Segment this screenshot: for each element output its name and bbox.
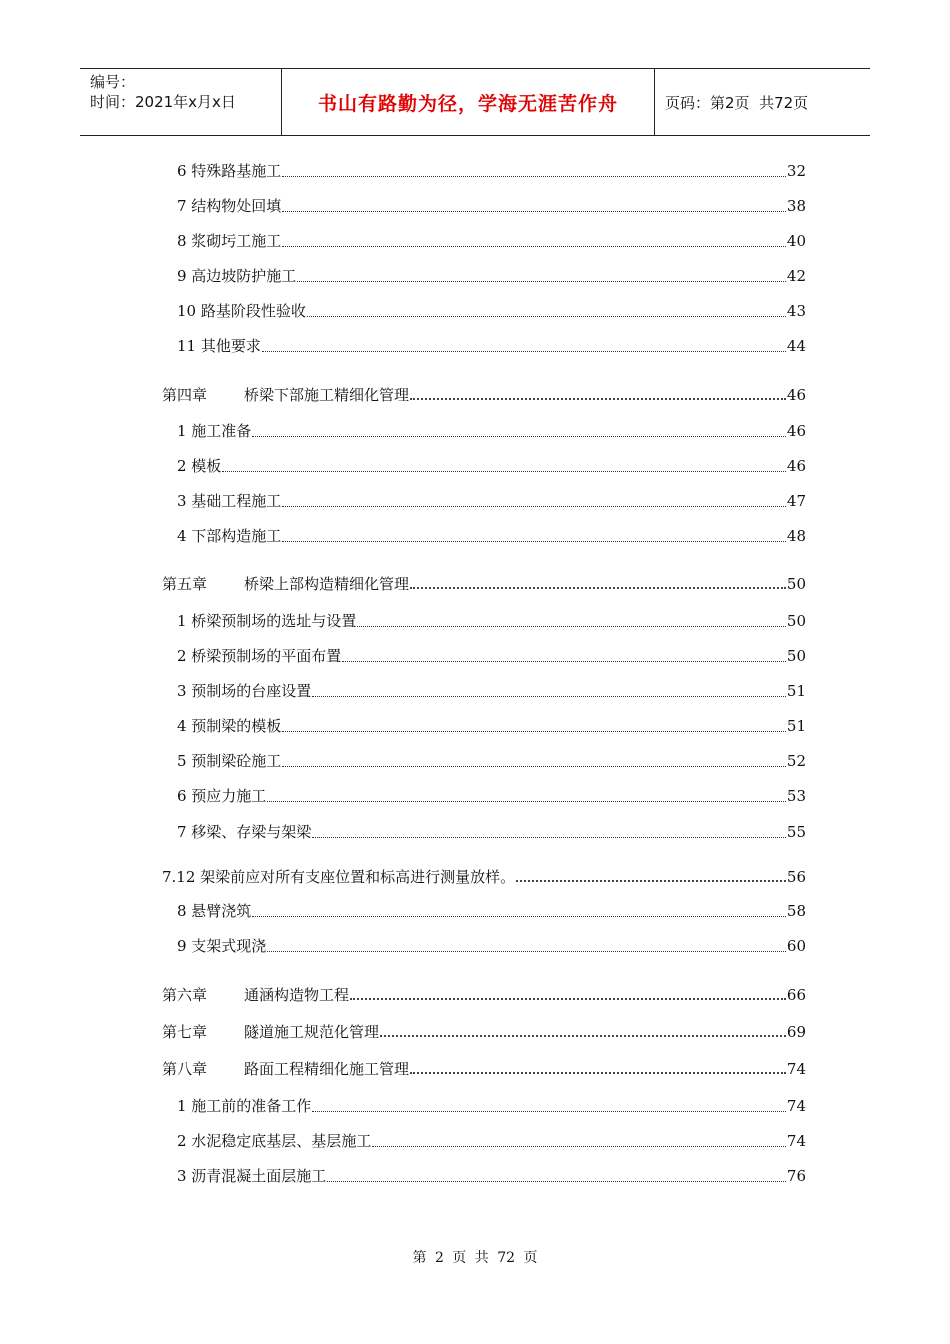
toc-entry[interactable]: [177, 196, 806, 216]
toc-entry-label: 7.12 架梁前应对所有支座位置和标高进行测量放样。: [162, 868, 516, 886]
toc-entry[interactable]: [177, 456, 806, 476]
toc-entry[interactable]: [177, 491, 806, 511]
toc-entry[interactable]: [177, 1166, 806, 1186]
toc-page-number: 47: [786, 492, 806, 510]
toc-chapter-number: 第六章: [162, 986, 208, 1004]
toc-entry-label: 2 桥梁预制场的平面布置: [177, 647, 342, 665]
toc-entry[interactable]: [177, 901, 806, 921]
toc-entry[interactable]: [177, 751, 806, 771]
toc-entry-label: 第八章 路面工程精细化施工管理: [162, 1060, 410, 1078]
header-time-label: 时间：2021年x月x日: [90, 93, 236, 111]
toc-entry[interactable]: [177, 231, 806, 251]
toc-page-number: 58: [786, 902, 806, 920]
toc-dot-leader: [342, 661, 786, 662]
toc-page-number: 48: [786, 527, 806, 545]
toc-entry-label: 6 预应力施工: [177, 787, 267, 805]
toc-page-number: 51: [786, 717, 806, 735]
toc-dot-leader: [282, 211, 786, 212]
toc-dot-leader: [282, 541, 786, 542]
header-page-info: 页码：第2页 共72页: [665, 93, 809, 112]
toc-page-number: 46: [786, 386, 806, 404]
toc-dot-leader: [297, 281, 786, 282]
toc-entry-label: 9 支架式现浇: [177, 937, 267, 955]
toc-dot-leader: [410, 1072, 786, 1074]
toc-entry[interactable]: [177, 822, 806, 842]
toc-page-number: 44: [786, 337, 806, 355]
toc-entry-label: 第五章 桥梁上部构造精细化管理: [162, 575, 410, 593]
toc-entry[interactable]: [177, 266, 806, 286]
toc-entry-label: 7 结构物处回填: [177, 197, 282, 215]
toc-entry-label: 10 路基阶段性验收: [177, 302, 306, 320]
toc-page-number: 55: [786, 823, 806, 841]
toc-dot-leader: [282, 176, 786, 177]
toc-dot-leader: [516, 880, 786, 882]
toc-chapter-number: 第五章: [162, 575, 208, 593]
toc-chapter-entry[interactable]: [162, 867, 806, 887]
toc-page-number: 53: [786, 787, 806, 805]
toc-page-number: 50: [786, 647, 806, 665]
toc-dot-leader: [267, 801, 786, 802]
toc-page-number: 69: [786, 1023, 806, 1041]
toc-entry[interactable]: [177, 1131, 806, 1151]
toc-entry-label: 1 施工前的准备工作: [177, 1097, 312, 1115]
toc-dot-leader: [252, 436, 786, 437]
toc-page-number: 46: [786, 457, 806, 475]
toc-entry-label: 1 施工准备: [177, 422, 252, 440]
toc-entry-label: 3 沥青混凝土面层施工: [177, 1167, 327, 1185]
toc-entry[interactable]: [177, 421, 806, 441]
toc-chapter-number: 第八章: [162, 1060, 208, 1078]
toc-page-number: 32: [786, 162, 806, 180]
toc-entry[interactable]: [177, 526, 806, 546]
toc-page-number: 74: [786, 1132, 806, 1150]
toc-page-number: 43: [786, 302, 806, 320]
toc-entry-label: 11 其他要求: [177, 337, 261, 355]
toc-dot-leader: [327, 1181, 786, 1182]
page-footer: 第 2 页 共 72 页: [412, 1250, 538, 1266]
toc-entry[interactable]: [177, 161, 806, 181]
toc-page-number: 74: [786, 1097, 806, 1115]
toc-entry[interactable]: [177, 336, 806, 356]
toc-entry-label: 5 预制梁砼施工: [177, 752, 282, 770]
toc-chapter-entry[interactable]: [162, 574, 806, 594]
toc-entry-label: 7 移梁、存梁与架梁: [177, 823, 312, 841]
toc-page-number: 76: [786, 1167, 806, 1185]
toc-entry[interactable]: [177, 716, 806, 736]
toc-entry-label: 9 高边坡防护施工: [177, 267, 297, 285]
toc-entry-label: 1 桥梁预制场的选址与设置: [177, 612, 357, 630]
toc-dot-leader: [380, 1035, 786, 1037]
toc-page-number: 51: [786, 682, 806, 700]
toc-chapter-entry[interactable]: [162, 1022, 806, 1042]
toc-entry-label: 6 特殊路基施工: [177, 162, 282, 180]
toc-entry-label: 2 模板: [177, 457, 222, 475]
header-number-label: 编号：: [90, 73, 136, 91]
toc-chapter-entry[interactable]: [162, 1059, 806, 1079]
toc-page-number: 46: [786, 422, 806, 440]
toc-entry-label: 第六章 通涵构造物工程: [162, 986, 350, 1004]
toc-entry-label: 8 悬臂浇筑: [177, 902, 252, 920]
toc-dot-leader: [312, 696, 786, 697]
toc-dot-leader: [282, 731, 786, 732]
toc-dot-leader: [282, 506, 786, 507]
toc-entry[interactable]: [177, 646, 806, 666]
toc-entry-label: 第四章 桥梁下部施工精细化管理: [162, 386, 410, 404]
toc-chapter-number: 第四章: [162, 386, 208, 404]
toc-entry-label: 3 预制场的台座设置: [177, 682, 312, 700]
toc-page-number: 42: [786, 267, 806, 285]
toc-dot-leader: [410, 587, 786, 589]
toc-chapter-entry[interactable]: [162, 985, 806, 1005]
toc-dot-leader: [357, 626, 786, 627]
toc-entry[interactable]: [177, 301, 806, 321]
toc-entry-label: 4 下部构造施工: [177, 527, 282, 545]
toc-page-number: 66: [786, 986, 806, 1004]
toc-entry[interactable]: [177, 786, 806, 806]
toc-page-number: 74: [786, 1060, 806, 1078]
toc-dot-leader: [282, 246, 786, 247]
toc-entry[interactable]: [177, 611, 806, 631]
toc-dot-leader: [282, 766, 786, 767]
toc-page-number: 60: [786, 937, 806, 955]
toc-entry[interactable]: [177, 1096, 806, 1116]
toc-page-number: 56: [786, 868, 806, 886]
toc-page-number: 50: [786, 612, 806, 630]
toc-page-number: 52: [786, 752, 806, 770]
toc-entry-label: 3 基础工程施工: [177, 492, 282, 510]
toc-dot-leader: [312, 837, 786, 838]
toc-page-number: 38: [786, 197, 806, 215]
toc-dot-leader: [222, 471, 786, 472]
toc-entry-label: 4 预制梁的模板: [177, 717, 282, 735]
toc-dot-leader: [350, 998, 786, 1000]
toc-dot-leader: [312, 1111, 786, 1112]
toc-entry[interactable]: [177, 936, 806, 956]
toc-entry-label: 8 浆砌圬工施工: [177, 232, 282, 250]
toc-dot-leader: [410, 398, 786, 400]
toc-dot-leader: [252, 916, 786, 917]
toc-chapter-number: 第七章: [162, 1023, 208, 1041]
toc-dot-leader: [372, 1146, 786, 1147]
toc-dot-leader: [262, 351, 786, 352]
toc-entry[interactable]: [177, 681, 806, 701]
header-slogan: 书山有路勤为径，学海无涯苦作舟: [317, 92, 618, 115]
toc-dot-leader: [267, 951, 786, 952]
toc-dot-leader: [307, 316, 786, 317]
toc-page-number: 40: [786, 232, 806, 250]
toc-page-number: 50: [786, 575, 806, 593]
toc-entry-label: 第七章 隧道施工规范化管理: [162, 1023, 380, 1041]
toc-entry-label: 2 水泥稳定底基层、基层施工: [177, 1132, 372, 1150]
toc-chapter-entry[interactable]: [162, 385, 806, 405]
